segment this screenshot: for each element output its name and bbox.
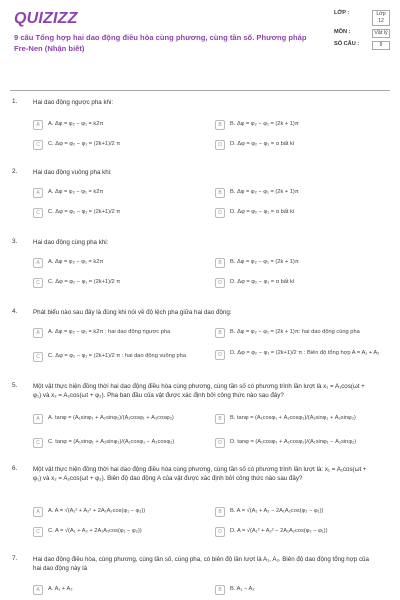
option-letter: B (215, 507, 225, 517)
option-a[interactable] (33, 118, 103, 131)
meta-value: Vật lý (372, 29, 390, 38)
option-text: B. Δφ = φ₂ − φ₁ = (2k + 1)π (230, 189, 299, 195)
option-c[interactable] (33, 350, 186, 363)
question-text: Hai dao động điều hòa, cùng phương, cùng tần số, cùng pha, có biên độ lần lượt là A₁, A₂. Biên độ dao động tổng hợp của hai dao động này là (33, 556, 369, 572)
option-c[interactable] (33, 525, 142, 538)
option-text: C. Δφ = φ₂ − φ₁ = (2k+1)/2 π (48, 141, 121, 147)
option-b[interactable] (215, 186, 299, 199)
question-text: Hai dao động ngược pha khi: (33, 99, 114, 106)
option-b[interactable] (215, 256, 299, 269)
meta-key: SỐ CÂU : (334, 41, 360, 47)
option-a[interactable] (33, 505, 145, 518)
option-d[interactable] (215, 276, 294, 289)
meta-row-subject (334, 29, 390, 38)
option-c[interactable] (33, 436, 174, 449)
option-text: A. tanφ = (A₁sinφ₁ + A₂sinφ₂)/(A₁cosφ₁ + A₂cosφ₂) (48, 415, 174, 421)
meta-value: Lớp 12 (372, 10, 390, 26)
option-text: D. Δφ = φ₂ − φ₁ = α bất kì (230, 279, 295, 285)
header-divider (10, 90, 390, 91)
option-a[interactable] (33, 326, 170, 339)
option-text: C. tanφ = (A₁sinφ₁ + A₂sinφ₂)/(A₁cosφ₁ − A₂cosφ₂) (48, 439, 175, 445)
option-letter: D (215, 527, 225, 537)
option-text: B. Δφ = φ₂ − φ₁ = (2k + 1)π (230, 121, 299, 127)
option-d[interactable] (215, 350, 390, 370)
worksheet-title: 9 câu Tổng hợp hai dao động điều hòa cùng phương, cùng tần số. Phương pháp Fre-Nen (Nhận biết) (14, 33, 307, 53)
option-text: C. A = √(A₁ + A₂ + 2A₁A₂cos(φ₁ − φ₂)) (48, 528, 142, 534)
option-letter: A (33, 414, 43, 424)
option-letter: D (215, 208, 225, 218)
option-letter: A (33, 120, 43, 130)
option-letter: C (33, 438, 43, 448)
option-text: B. Δφ = φ₂ − φ₁ = (2k + 1)π (230, 259, 299, 265)
option-b[interactable] (215, 583, 255, 596)
question-number: 3. (12, 238, 18, 245)
option-text: C. Δφ = φ₂ − φ₁ = (2k+1)/2 π (48, 279, 121, 285)
question-number: 1. (12, 98, 18, 105)
meta-key: LỚP : (334, 10, 350, 16)
option-letter: C (33, 208, 43, 218)
option-text: D. Δφ = φ₂ − φ₁ = α bất kì (230, 141, 295, 147)
option-text: A. A = √(A₁² + A₂² + 2A₁A₂cos(φ₁ − φ₂)) (48, 508, 146, 514)
question-number: 7. (12, 555, 18, 562)
option-letter: A (33, 328, 43, 338)
option-letter: D (215, 438, 225, 448)
option-a[interactable] (33, 583, 73, 596)
option-letter: C (33, 527, 43, 537)
option-letter: A (33, 188, 43, 198)
worksheet-header (0, 0, 400, 92)
option-text: B. tanφ = (A₁cosφ₁ + A₂cosφ₂)/(A₁sinφ₁ + A₂sinφ₂) (230, 415, 356, 421)
option-b[interactable] (215, 118, 299, 131)
option-text: D. A = √(A₁² + A₂² − 2A₁A₂cos(φ₂ − φ₁)) (230, 528, 328, 534)
option-letter: B (215, 414, 225, 424)
meta-row-class (334, 10, 390, 26)
option-a[interactable] (33, 256, 103, 269)
option-text: A. Δφ = φ₂ − φ₁ = k2π (48, 189, 104, 195)
option-text: B. A₁ − A₂ (230, 586, 255, 592)
option-letter: B (215, 585, 225, 595)
option-text: A. A₁ + A₂ (48, 586, 73, 592)
option-c[interactable] (33, 138, 120, 151)
option-letter: D (215, 278, 225, 288)
meta-panel (334, 10, 390, 53)
meta-value: 9 (372, 41, 390, 50)
option-letter: B (215, 328, 225, 338)
option-c[interactable] (33, 276, 120, 289)
meta-key: MÔN : (334, 29, 351, 35)
option-letter: A (33, 507, 43, 517)
meta-row-count (334, 41, 390, 50)
option-letter: C (33, 352, 43, 362)
option-letter: A (33, 585, 43, 595)
question-text: Phát biểu nào sau đây là đúng khi nói về độ lệch pha giữa hai dao động: (33, 309, 232, 316)
option-text: B. A = √(A₁ + A₂ − 2A₁A₂cos(φ₂ − φ₁)) (230, 508, 324, 514)
option-d[interactable] (215, 436, 356, 449)
option-letter: B (215, 120, 225, 130)
option-letter: D (215, 350, 225, 360)
question-text: Một vật thực hiện đồng thời hai dao động điều hòa cùng phương, cùng tần số có phương trình lần lượt là: x₁ = A₁cos(ωt + φ₁) và x₂ = A₂cos(ωt + φ₂). Biên độ dao động A của vật được xác định bởi công thức nào sau đây? (33, 466, 367, 482)
question-text: Hai dao động cùng pha khi: (33, 239, 109, 246)
option-letter: A (33, 258, 43, 268)
option-a[interactable] (33, 186, 103, 199)
option-b[interactable] (215, 412, 356, 425)
option-text: B. Δφ = φ₂ − φ₁ = (2k + 1)π: hai dao động cùng pha (230, 329, 360, 335)
option-text: A. Δφ = φ₂ − φ₁ = k2π (48, 259, 104, 265)
option-text: A. Δφ = φ₂ − φ₁ = k2π (48, 121, 104, 127)
question-number: 4. (12, 308, 18, 315)
option-b[interactable] (215, 326, 360, 339)
option-text: C. Δφ = φ₂ − φ₁ = (2k+1)/2 π : hai dao động vuông pha (48, 353, 187, 359)
option-d[interactable] (215, 525, 327, 538)
option-text: D. tanφ = (A₁cosφ₁ + A₂cosφ₂)/(A₁sinφ₁ − A₂sinφ₂) (230, 439, 357, 445)
option-c[interactable] (33, 206, 120, 219)
question-number: 5. (12, 382, 18, 389)
option-b[interactable] (215, 505, 323, 518)
option-letter: B (215, 188, 225, 198)
question-text: Hai dao động vuông pha khi: (33, 169, 112, 176)
question-number: 2. (12, 168, 18, 175)
option-text: D. Δφ = φ₂ − φ₁ = (2k+1)/2 π : Biên độ tổng hợp A = A₁ + A₂ (230, 350, 380, 356)
option-text: A. Δφ = φ₂ − φ₁ = k2π : hai dao động ngược pha (48, 329, 171, 335)
quizizz-logo: QUIZIZZ (14, 10, 78, 27)
question-number: 6. (12, 465, 18, 472)
option-letter: C (33, 278, 43, 288)
question-text: Một vật thực hiện đồng thời hai dao động điều hòa cùng phương, cùng tần số có phương trình lần lượt là x₁ = A₁cos(ωt + φ₁) và x₂ = A₂cos(ωt + φ₂). Pha ban đầu của vật được xác định bởi công thức nào sau đây? (33, 383, 365, 399)
option-letter: D (215, 140, 225, 150)
option-text: D. Δφ = φ₂ − φ₁ = α bất kì (230, 209, 295, 215)
option-a[interactable] (33, 412, 174, 425)
option-d[interactable] (215, 138, 294, 151)
option-text: C. Δφ = φ₂ − φ₁ = (2k+1)/2 π (48, 209, 121, 215)
option-d[interactable] (215, 206, 294, 219)
option-letter: C (33, 140, 43, 150)
option-letter: B (215, 258, 225, 268)
